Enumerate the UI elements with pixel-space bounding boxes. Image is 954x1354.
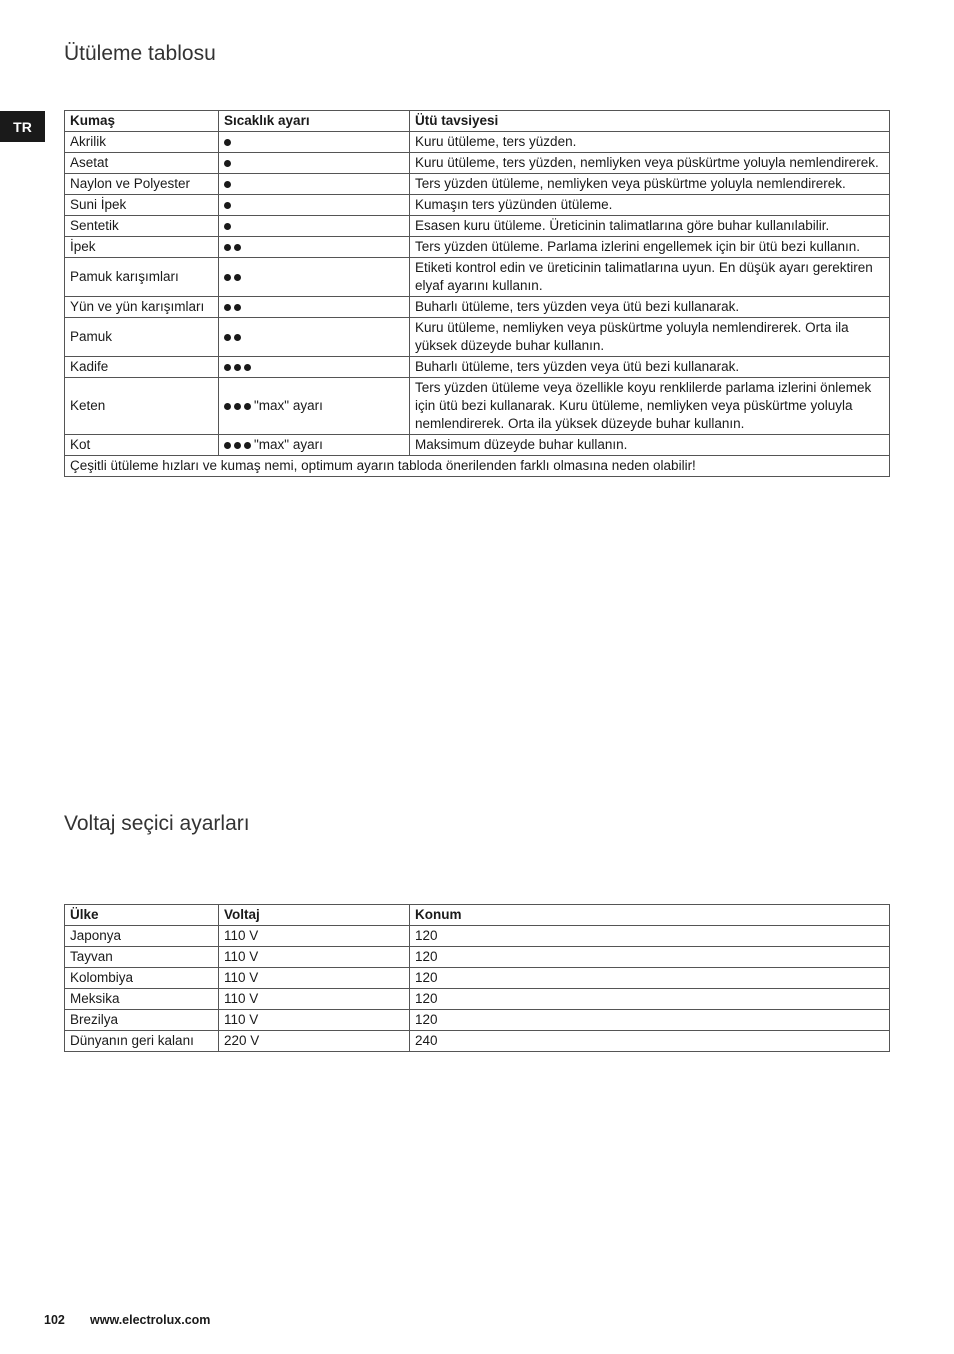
ironing-table bbox=[64, 110, 890, 477]
temperature-dot-icon bbox=[234, 244, 241, 251]
table-row bbox=[65, 216, 890, 237]
country-cell: Tayvan bbox=[65, 947, 219, 968]
temperature-cell bbox=[219, 132, 410, 153]
advice-cell: Esasen kuru ütüleme. Üreticinin talimatlarına göre buhar kullanılabilir. bbox=[410, 216, 890, 237]
temperature-dot-icon bbox=[224, 364, 231, 371]
ironing-table-title: Ütüleme tablosu bbox=[64, 42, 216, 65]
position-cell: 120 bbox=[410, 926, 890, 947]
fabric-cell: Kadife bbox=[65, 357, 219, 378]
temperature-cell bbox=[219, 258, 410, 297]
table-row bbox=[65, 132, 890, 153]
temperature-dot-icon bbox=[224, 403, 231, 410]
advice-cell: Kuru ütüleme, ters yüzden. bbox=[410, 132, 890, 153]
temperature-dot-icon bbox=[234, 403, 241, 410]
temperature-dot-icon bbox=[234, 304, 241, 311]
temperature-dot-icon bbox=[224, 202, 231, 209]
header-voltage: Voltaj bbox=[219, 905, 410, 926]
table-row bbox=[65, 1010, 890, 1031]
voltage-table-header bbox=[65, 905, 890, 926]
temperature-cell bbox=[219, 237, 410, 258]
temperature-dot-icon bbox=[244, 364, 251, 371]
temperature-dot-icon bbox=[224, 139, 231, 146]
fabric-cell: İpek bbox=[65, 237, 219, 258]
temperature-dot-icon bbox=[224, 304, 231, 311]
position-cell: 240 bbox=[410, 1031, 890, 1052]
fabric-cell: Suni İpek bbox=[65, 195, 219, 216]
temperature-dot-icon bbox=[224, 334, 231, 341]
temperature-dot-icon bbox=[224, 223, 231, 230]
table-row bbox=[65, 968, 890, 989]
temperature-cell bbox=[219, 195, 410, 216]
header-country: Ülke bbox=[65, 905, 219, 926]
advice-cell: Maksimum düzeyde buhar kullanın. bbox=[410, 435, 890, 456]
temperature-dot-icon bbox=[244, 403, 251, 410]
temperature-dot-icon bbox=[234, 334, 241, 341]
advice-cell: Buharlı ütüleme, ters yüzden veya ütü bezi kullanarak. bbox=[410, 297, 890, 318]
temperature-dot-icon bbox=[234, 274, 241, 281]
table-row bbox=[65, 1031, 890, 1052]
advice-cell: Buharlı ütüleme, ters yüzden veya ütü bezi kullanarak. bbox=[410, 357, 890, 378]
position-cell: 120 bbox=[410, 989, 890, 1010]
position-cell: 120 bbox=[410, 968, 890, 989]
country-cell: Meksika bbox=[65, 989, 219, 1010]
temperature-cell bbox=[219, 297, 410, 318]
fabric-cell: Sentetik bbox=[65, 216, 219, 237]
table-row bbox=[65, 153, 890, 174]
voltage-table-title: Voltaj seçici ayarları bbox=[64, 812, 250, 835]
temperature-cell bbox=[219, 174, 410, 195]
table-footnote: Çeşitli ütüleme hızları ve kumaş nemi, optimum ayarın tabloda önerilenden farklı olmasına neden olabilir! bbox=[65, 456, 890, 477]
temperature-dot-icon bbox=[234, 442, 241, 449]
language-tab: TR bbox=[0, 111, 45, 142]
temperature-dot-icon bbox=[224, 442, 231, 449]
advice-cell: Kumaşın ters yüzünden ütüleme. bbox=[410, 195, 890, 216]
country-cell: Kolombiya bbox=[65, 968, 219, 989]
temperature-cell bbox=[219, 435, 410, 456]
temperature-cell bbox=[219, 318, 410, 357]
page-number: 102 bbox=[44, 1313, 65, 1327]
country-cell: Brezilya bbox=[65, 1010, 219, 1031]
temperature-cell bbox=[219, 357, 410, 378]
temperature-dot-icon bbox=[224, 181, 231, 188]
fabric-cell: Akrilik bbox=[65, 132, 219, 153]
advice-cell: Etiketi kontrol edin ve üreticinin talimatlarına uyun. En düşük ayarı gerektiren elyaf ayarını kullanın. bbox=[410, 258, 890, 297]
voltage-cell: 110 V bbox=[219, 947, 410, 968]
country-cell: Dünyanın geri kalanı bbox=[65, 1031, 219, 1052]
header-advice: Ütü tavsiyesi bbox=[410, 111, 890, 132]
table-row bbox=[65, 989, 890, 1010]
fabric-cell: Asetat bbox=[65, 153, 219, 174]
voltage-cell: 110 V bbox=[219, 989, 410, 1010]
fabric-cell: Pamuk bbox=[65, 318, 219, 357]
temperature-dot-icon bbox=[224, 244, 231, 251]
header-fabric: Kumaş bbox=[65, 111, 219, 132]
temperature-extra: "max" ayarı bbox=[254, 398, 323, 413]
table-row bbox=[65, 947, 890, 968]
fabric-cell: Yün ve yün karışımları bbox=[65, 297, 219, 318]
voltage-table bbox=[64, 904, 890, 1052]
table-footnote-row bbox=[65, 456, 890, 477]
table-row bbox=[65, 357, 890, 378]
fabric-cell: Pamuk karışımları bbox=[65, 258, 219, 297]
header-position: Konum bbox=[410, 905, 890, 926]
voltage-cell: 220 V bbox=[219, 1031, 410, 1052]
temperature-dot-icon bbox=[224, 274, 231, 281]
voltage-cell: 110 V bbox=[219, 968, 410, 989]
position-cell: 120 bbox=[410, 1010, 890, 1031]
table-row bbox=[65, 297, 890, 318]
advice-cell: Ters yüzden ütüleme. Parlama izlerini engellemek için bir ütü bezi kullanın. bbox=[410, 237, 890, 258]
position-cell: 120 bbox=[410, 947, 890, 968]
table-row bbox=[65, 174, 890, 195]
temperature-dot-icon bbox=[234, 364, 241, 371]
advice-cell: Ters yüzden ütüleme, nemliyken veya püskürtme yoluyla nemlendirerek. bbox=[410, 174, 890, 195]
temperature-cell bbox=[219, 153, 410, 174]
advice-cell: Kuru ütüleme, ters yüzden, nemliyken veya püskürtme yoluyla nemlendirerek. bbox=[410, 153, 890, 174]
temperature-cell bbox=[219, 216, 410, 237]
advice-cell: Kuru ütüleme, nemliyken veya püskürtme yoluyla nemlendirerek. Orta ila yüksek düzeyde buhar kullanın. bbox=[410, 318, 890, 357]
country-cell: Japonya bbox=[65, 926, 219, 947]
advice-cell: Ters yüzden ütüleme veya özellikle koyu renklilerde parlama izlerini önlemek için ütü bezi kullanarak. Kuru ütüleme, nemliyken veya püskürtme yoluyla nemlendirerek. Orta ila yüksek düzeyde buhar kullanın. bbox=[410, 378, 890, 435]
temperature-cell bbox=[219, 378, 410, 435]
website-link: www.electrolux.com bbox=[90, 1313, 211, 1327]
table-row bbox=[65, 258, 890, 297]
fabric-cell: Keten bbox=[65, 378, 219, 435]
voltage-cell: 110 V bbox=[219, 926, 410, 947]
voltage-cell: 110 V bbox=[219, 1010, 410, 1031]
temperature-dot-icon bbox=[244, 442, 251, 449]
ironing-table-header bbox=[65, 111, 890, 132]
fabric-cell: Naylon ve Polyester bbox=[65, 174, 219, 195]
table-row bbox=[65, 378, 890, 435]
table-row bbox=[65, 195, 890, 216]
table-row bbox=[65, 435, 890, 456]
temperature-dot-icon bbox=[224, 160, 231, 167]
header-temperature: Sıcaklık ayarı bbox=[219, 111, 410, 132]
fabric-cell: Kot bbox=[65, 435, 219, 456]
table-row bbox=[65, 926, 890, 947]
table-row bbox=[65, 237, 890, 258]
temperature-extra: "max" ayarı bbox=[254, 437, 323, 452]
table-row bbox=[65, 318, 890, 357]
